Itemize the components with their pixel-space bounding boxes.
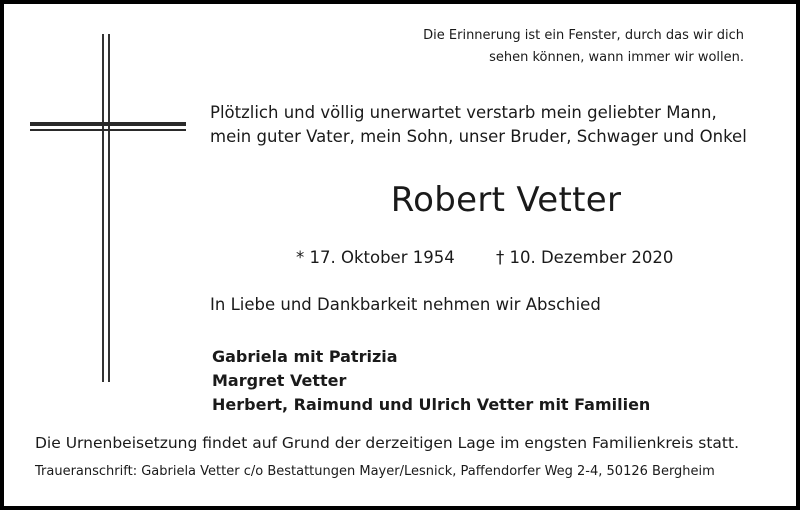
- mourner-line: Herbert, Raimund und Ulrich Vetter mit Familien: [212, 395, 651, 414]
- intro-text: [210, 101, 747, 149]
- mourner-line: Gabriela mit Patrizia: [212, 347, 398, 366]
- cross-vertical-beam-left: [102, 34, 104, 382]
- cross-icon: [30, 34, 190, 382]
- cross-horizontal-beam-bottom: [30, 129, 186, 131]
- quote-line-2: sehen können, wann immer wir wollen.: [489, 50, 744, 65]
- condolence-address: Traueranschrift: Gabriela Vetter c/o Bestattungen Mayer/Lesnick, Paffendorfer Weg 2-4, 50126 Bergheim: [35, 464, 715, 479]
- quote-line-1: Die Erinnerung ist ein Fenster, durch das wir dich: [423, 28, 744, 43]
- cross-horizontal-beam-top: [30, 122, 186, 126]
- mourners-list: [212, 345, 650, 417]
- birth-date: * 17. Oktober 1954: [296, 248, 455, 267]
- deceased-name: Robert Vetter: [390, 180, 622, 220]
- farewell-text: In Liebe und Dankbarkeit nehmen wir Abschied: [210, 295, 601, 314]
- death-date: † 10. Dezember 2020: [496, 248, 674, 267]
- burial-notice: Die Urnenbeisetzung findet auf Grund der derzeitigen Lage im engsten Familienkreis statt.: [35, 434, 739, 452]
- mourner-line: Margret Vetter: [212, 371, 347, 390]
- intro-line-2: mein guter Vater, mein Sohn, unser Bruder, Schwager und Onkel: [210, 127, 747, 146]
- cross-vertical-beam-right: [108, 34, 110, 382]
- quote: [423, 25, 744, 69]
- intro-line-1: Plötzlich und völlig unerwartet verstarb mein geliebter Mann,: [210, 103, 717, 122]
